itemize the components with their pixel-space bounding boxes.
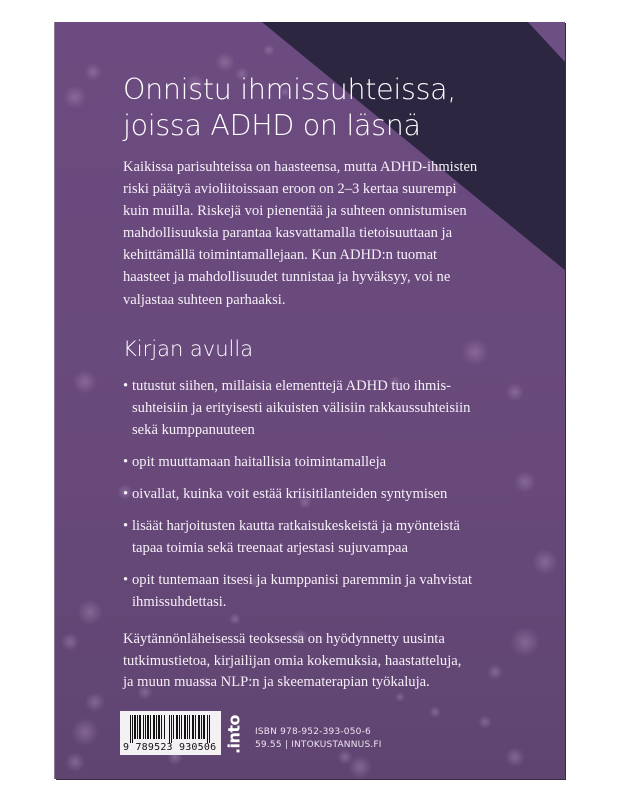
title-line: joissa ADHD on läsnä: [123, 109, 421, 142]
list-item: [123, 451, 533, 473]
outro-paragraph: [123, 629, 533, 694]
outro-line: Käytännönläheisessä teoksessa on hyödynnetty uusinta: [123, 631, 445, 647]
bullet-icon: •: [123, 518, 129, 534]
intro-line: riski päätyä avioliitoissaan eroon on 2–3 kertaa suurempi: [123, 181, 457, 198]
imprint-info: [255, 726, 382, 752]
intro-line: mahdollisuuksia parantaa kasvattamalla tietoisuuttaan ja: [123, 225, 453, 242]
list-item-line: tutustut siihen, millaisia elementtejä ADHD tuo ihmis-: [132, 378, 451, 394]
intro-line: kuin muilla. Riskejä voi pienentää ja suhteen onnistumisen: [123, 203, 467, 220]
cover-content: [55, 22, 565, 779]
list-item-line: lisäät harjoitusten kautta ratkaisukeskeistä ja myönteistä: [132, 518, 460, 534]
section-heading: Kirjan avulla: [123, 337, 254, 361]
intro-paragraph: [123, 156, 523, 311]
barcode-number: 9 789523 930506: [123, 742, 217, 753]
list-item: [123, 375, 533, 441]
outro-line: tutkimustietoa, kirjailijan omia kokemuksia, haastatteluja,: [123, 652, 462, 669]
list-item-line: opit tuntemaan itsesi ja kumppanisi paremmin ja vahvistat: [132, 572, 473, 588]
book-back-cover: [55, 22, 565, 779]
cover-title: [123, 72, 543, 144]
list-item-line: oivallat, kuinka voit estää kriisitilanteiden syntymisen: [132, 486, 448, 502]
benefits-list: [123, 375, 533, 623]
bullet-icon: •: [123, 486, 129, 502]
price-and-website: 59.55 | INTOKUSTANNUS.FI: [255, 740, 382, 750]
list-item: [123, 483, 533, 505]
intro-line: kehittämällä toimintamallejaan. Kun ADHD:n tuomat: [123, 247, 438, 264]
bullet-icon: •: [123, 378, 129, 394]
list-item: [123, 569, 533, 613]
outro-line: ja muun muassa NLP:n ja skeematerapian työkaluja.: [123, 674, 430, 690]
list-item-line: opit muuttamaan haitallisia toimintamalleja: [132, 454, 387, 470]
title-line: Onnistu ihmissuhteissa,: [123, 73, 457, 106]
intro-line: Kaikissa parisuhteissa on haasteensa, mutta ADHD-ihmisten: [123, 159, 478, 175]
list-item-line: suhteisiin ja erityisesti aikuisten välisiin rakkaussuhteisiin: [132, 400, 471, 416]
publisher-logo-text: .into: [224, 714, 244, 755]
bullet-icon: •: [123, 572, 129, 588]
list-item-line: ihmissuhdettasi.: [132, 594, 227, 610]
list-item-line: sekä kumppanuuteen: [132, 422, 255, 438]
isbn-text: ISBN 978-952-393-050-6: [255, 727, 371, 737]
barcode-icon: [124, 715, 217, 743]
list-item-line: tapaa toimia sekä treenaat arjestasi sujuvampaa: [132, 540, 408, 556]
intro-line: valjastaa suhteen parhaaksi.: [123, 291, 286, 308]
bullet-icon: •: [123, 454, 129, 470]
intro-line: haasteet ja mahdollisuudet tunnistaa ja hyväksyy, voi ne: [123, 269, 451, 286]
list-item: [123, 515, 533, 559]
publisher-logo: [226, 711, 242, 755]
isbn-barcode: [120, 711, 221, 755]
